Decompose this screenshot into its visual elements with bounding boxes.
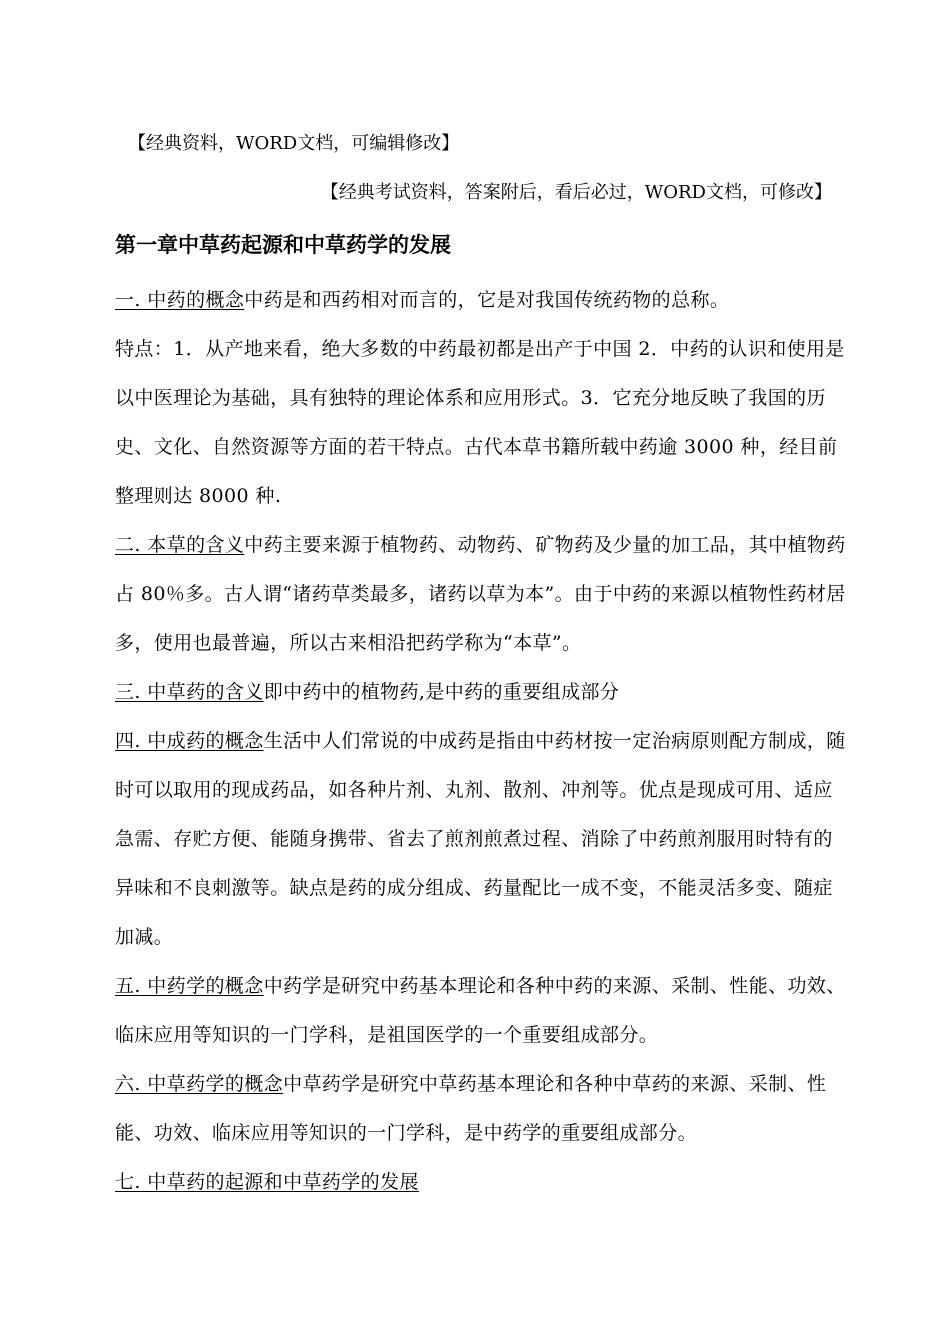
section-6	[115, 1060, 850, 1158]
section-text: 生活中人们常说的中成药是指由中药材按一定治病原则配方制成，随时可以取用的现成药品，如各种片剂、丸剂、散剂、冲剂等。优点是现成可用、适应急需、存贮方便、能随身携带、省去了煎剂煎煮过程、消除了中药煎剂服用时特有的异味和不良刺激等。缺点是药的成分组成、药量配比一成不变，不能灵活多变、随症加减。	[115, 730, 846, 948]
document-body	[115, 276, 850, 1207]
section-heading: 四. 中成药的概念	[115, 730, 264, 752]
section-heading: 一. 中药的概念	[115, 289, 245, 311]
section-5	[115, 962, 850, 1060]
section-features	[115, 325, 850, 521]
section-text: 中药是和西药相对而言的，它是对我国传统药物的总称。	[244, 289, 730, 311]
banner-line-1: 【经典资料，WORD文档，可编辑修改】	[128, 133, 460, 154]
section-7	[115, 1158, 850, 1207]
section-text: 中草药学是研究中草药基本理论和各种中草药的来源、采制、性能、功效、临床应用等知识的一门学科，是中药学的重要组成部分。	[115, 1073, 827, 1144]
section-1	[115, 276, 850, 325]
section-text: 中药主要来源于植物药、动物药、矿物药及少量的加工品，其中植物药占 80％多。古人谓“诸药草类最多，诸药以草为本”。由于中药的来源以植物性药材居多，使用也最普遍，所以古来相沿把药学称为“本草”。	[115, 534, 846, 654]
section-text: 特点：1．从产地来看，绝大多数的中药最初都是出产于中国 2．中药的认识和使用是以中医理论为基础，具有独特的理论体系和应用形式。3．它充分地反映了我国的历史、文化、自然资源等方面的若干特点。古代本草书籍所载中药逾 3000 种，经目前整理则达 8000 种.	[115, 338, 845, 507]
section-3	[115, 668, 850, 717]
section-heading: 五. 中药学的概念	[115, 975, 264, 997]
section-4	[115, 717, 850, 962]
section-text: 即中药中的植物药,是中药的重要组成部分	[263, 681, 620, 703]
section-text: 中药学是研究中药基本理论和各种中药的来源、采制、性能、功效、临床应用等知识的一门学科，是祖国医学的一个重要组成部分。	[115, 975, 846, 1046]
chapter-title: 第一章中草药起源和中草药学的发展	[115, 233, 451, 257]
section-2	[115, 521, 850, 668]
section-heading: 二. 本草的含义	[115, 534, 245, 556]
section-heading: 六. 中草药学的概念	[115, 1073, 284, 1095]
section-heading: 七. 中草药的起源和中草药学的发展	[115, 1171, 419, 1193]
section-heading: 三. 中草药的含义	[115, 681, 264, 703]
banner-line-2: 【经典考试资料，答案附后，看后必过，WORD文档，可修改】	[320, 182, 832, 203]
